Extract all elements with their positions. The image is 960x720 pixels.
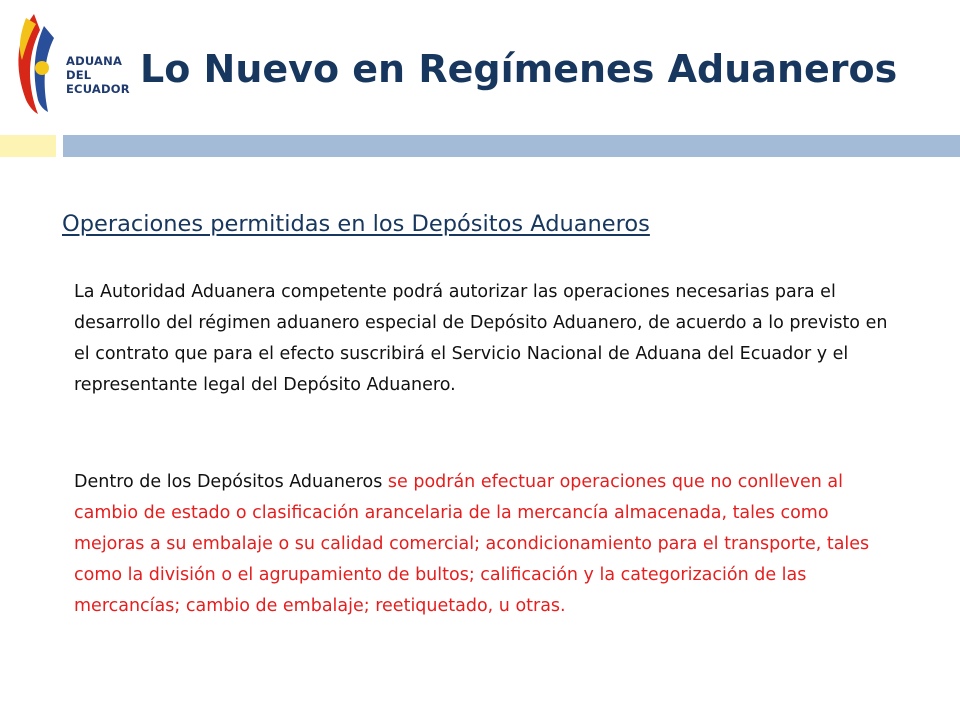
logo-wordmark — [66, 54, 130, 96]
paragraph-authorization: La Autoridad Aduanera competente podrá autorizar las operaciones necesarias para el desarrollo del régimen aduanero especial de Depósito Aduanero, de acuerdo a lo previsto en el contrato que para el efecto suscribirá el Servicio Nacional de Aduana del Ecuador y el representante legal del Depósito Aduanero. — [74, 282, 888, 395]
aduana-logo — [4, 8, 134, 120]
header-accent-blue-bar — [63, 135, 960, 157]
paragraph-highlight-text: se podrán efectuar operaciones que no conlleven al cambio de estado o clasificación arancelaria de la mercancía almacenada, tales como mejoras a su embalaje o su calidad comercial; acondicionamiento para el transporte, tales como la división o el agrupamiento de bultos; calificación y la categorización de las mercancías; cambio de embalaje; reetiquetado, u otras. — [74, 472, 870, 616]
header-accent-yellow-bar — [0, 135, 56, 157]
section-subtitle: Operaciones permitidas en los Depósitos Aduaneros — [62, 211, 650, 237]
logo-line-3: ECUADOR — [66, 82, 130, 96]
paragraph-intro-text: Dentro de los Depósitos Aduaneros — [74, 472, 388, 492]
page-title: Lo Nuevo en Regímenes Aduaneros — [140, 47, 898, 91]
logo-line-2: DEL — [66, 68, 92, 82]
logo-line-1: ADUANA — [66, 54, 123, 68]
paragraph-permitted-operations — [74, 467, 904, 622]
